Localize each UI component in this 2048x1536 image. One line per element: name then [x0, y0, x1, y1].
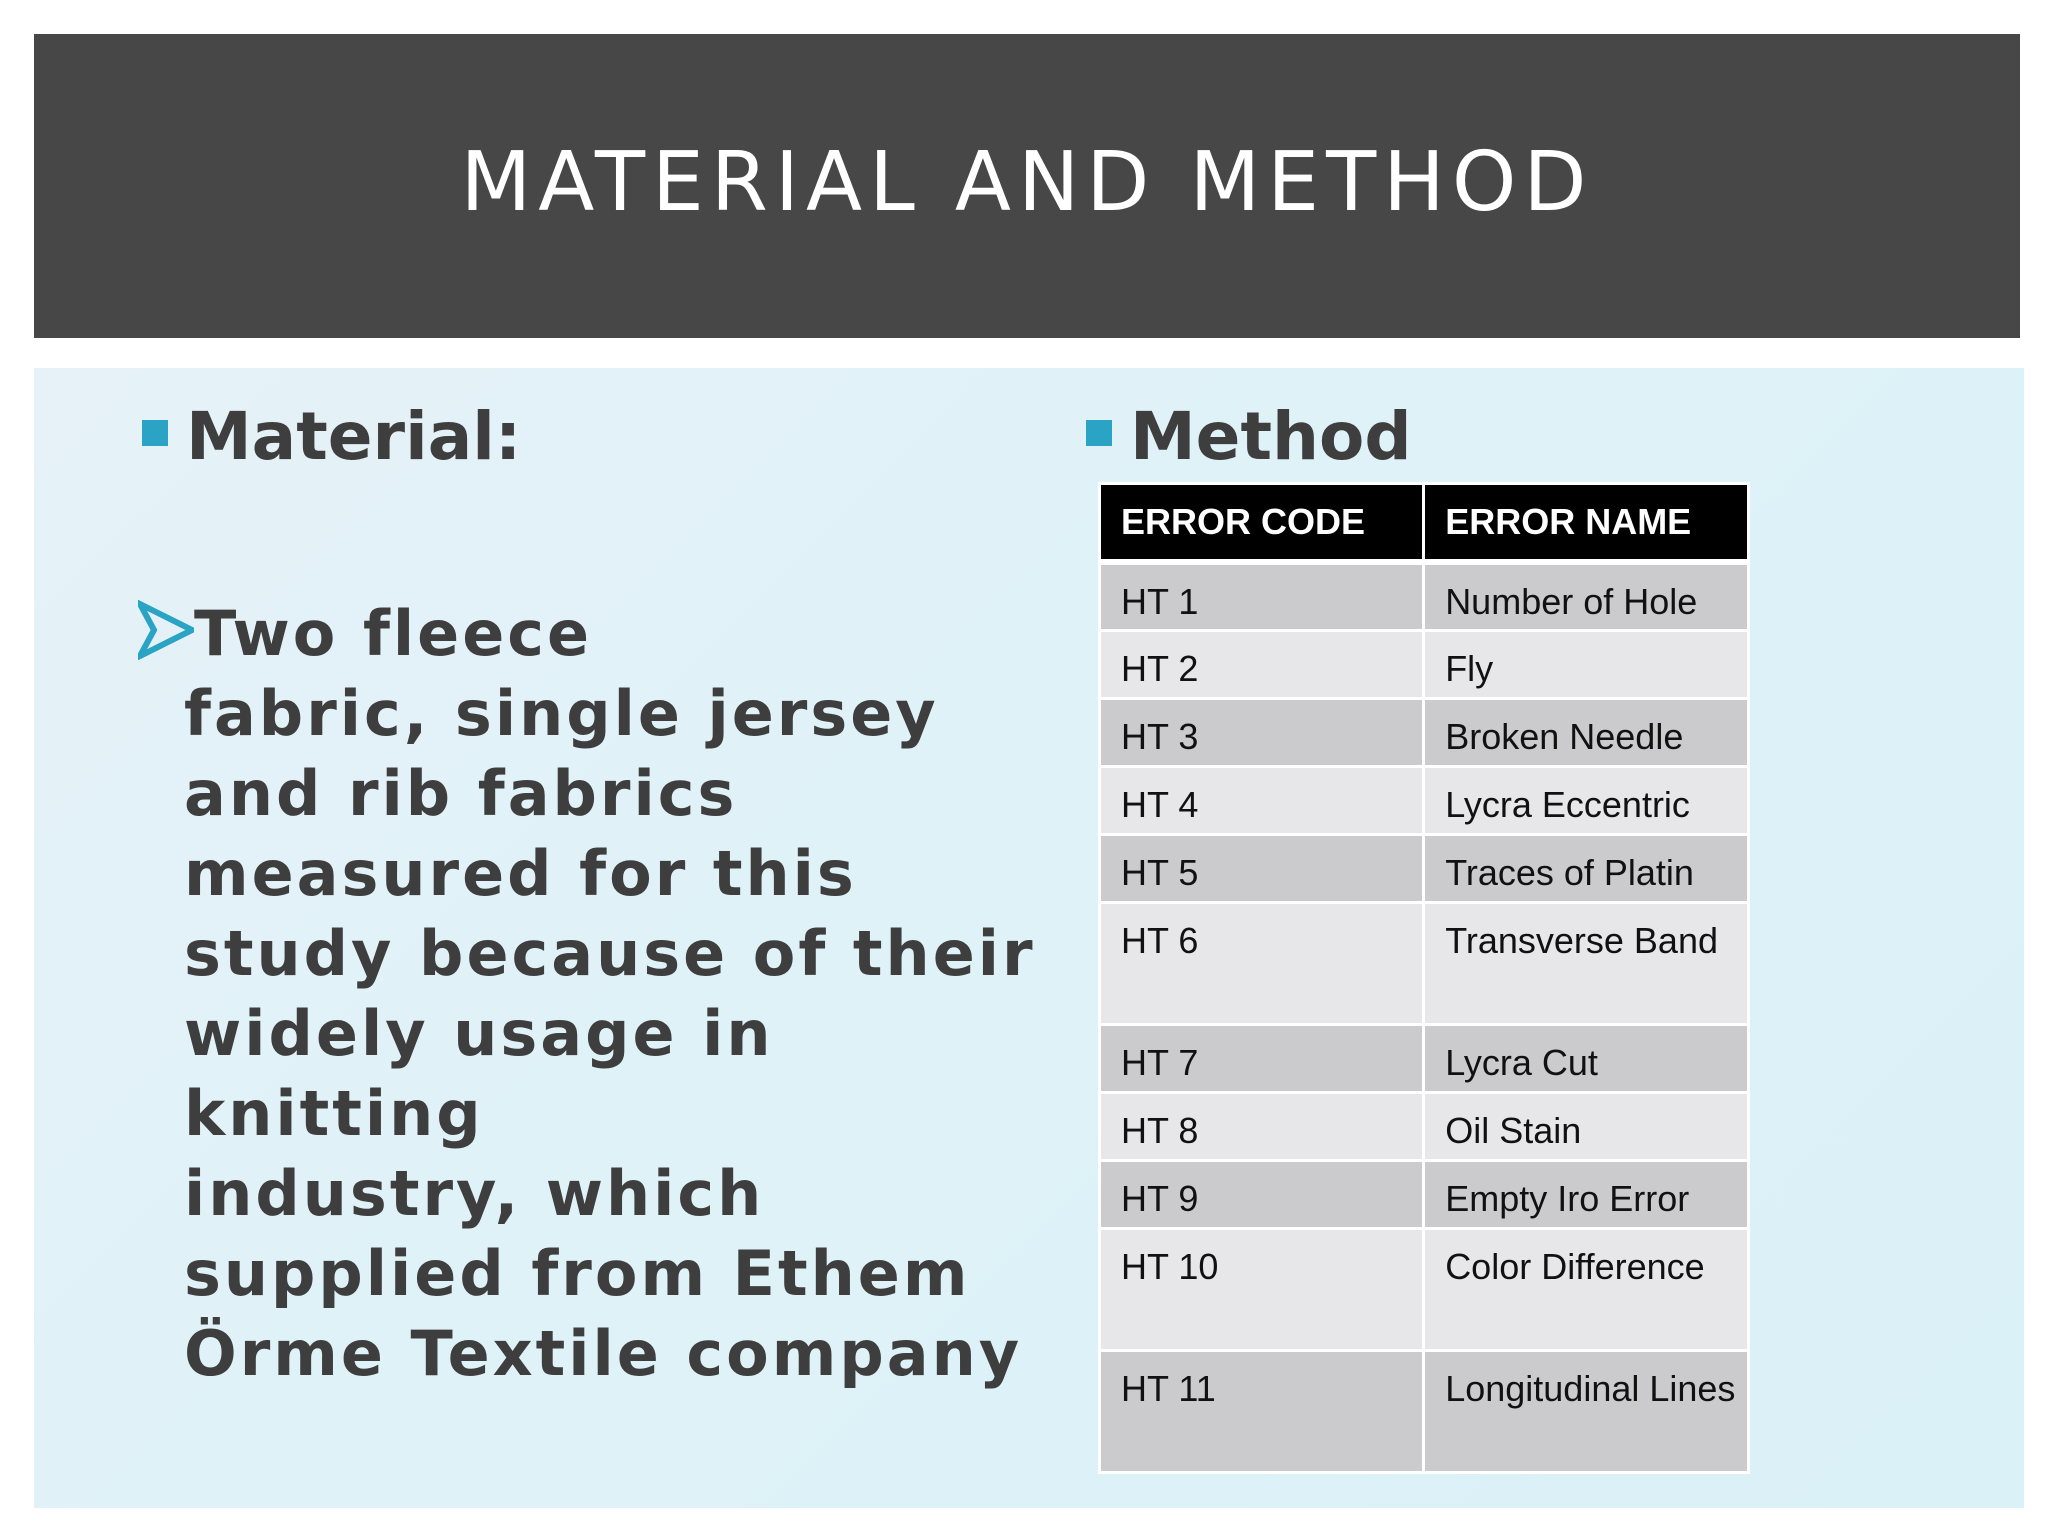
material-heading: Material: [186, 398, 522, 475]
material-text-line: knitting [184, 1077, 484, 1150]
error-code-cell: HT 10 [1100, 1228, 1424, 1350]
table-row [1100, 1228, 1749, 1350]
material-bullet-icon [142, 420, 168, 446]
error-name-cell: Traces of Platin [1424, 834, 1749, 902]
table-row [1100, 902, 1749, 1024]
material-text-line: industry, which [184, 1157, 765, 1230]
table-row [1100, 562, 1749, 630]
error-code-cell: HT 11 [1100, 1350, 1424, 1472]
table-row [1100, 1160, 1749, 1228]
method-heading: Method [1130, 398, 1412, 475]
error-name-cell: Longitudinal Lines [1424, 1350, 1749, 1472]
column-header-error-name: ERROR NAME [1424, 484, 1749, 563]
material-text-line: Two fleece [194, 597, 593, 670]
error-name-cell: Oil Stain [1424, 1092, 1749, 1160]
error-code-cell: HT 6 [1100, 902, 1424, 1024]
error-name-cell: Fly [1424, 630, 1749, 698]
error-name-cell: Number of Hole [1424, 562, 1749, 630]
material-text-line: fabric, single jersey [184, 677, 939, 750]
error-name-cell: Lycra Cut [1424, 1024, 1749, 1092]
table-row [1100, 630, 1749, 698]
error-code-cell: HT 3 [1100, 698, 1424, 766]
table-row [1100, 698, 1749, 766]
table-row [1100, 1092, 1749, 1160]
material-description [184, 594, 1044, 1394]
material-text-line: and rib fabrics [184, 757, 738, 830]
error-name-cell: Empty Iro Error [1424, 1160, 1749, 1228]
material-text-line: widely usage in [184, 997, 774, 1070]
slide-title: MATERIAL AND METHOD [460, 134, 1594, 230]
error-name-cell: Broken Needle [1424, 698, 1749, 766]
error-table [1098, 482, 1750, 1474]
material-text-line: Örme Textile company [184, 1317, 1023, 1390]
error-code-cell: HT 9 [1100, 1160, 1424, 1228]
method-bullet-icon [1086, 420, 1112, 446]
error-code-cell: HT 2 [1100, 630, 1424, 698]
table-row [1100, 834, 1749, 902]
error-name-cell: Transverse Band [1424, 902, 1749, 1024]
error-name-cell: Lycra Eccentric [1424, 766, 1749, 834]
error-name-cell: Color Difference [1424, 1228, 1749, 1350]
column-header-error-code: ERROR CODE [1100, 484, 1424, 563]
error-code-cell: HT 1 [1100, 562, 1424, 630]
material-text-line: study because of their [184, 917, 1036, 990]
material-text-line: measured for this [184, 837, 857, 910]
table-row [1100, 766, 1749, 834]
table-header-row [1100, 484, 1749, 563]
table-row [1100, 1024, 1749, 1092]
title-bar [34, 34, 2020, 338]
error-code-cell: HT 4 [1100, 766, 1424, 834]
error-code-cell: HT 8 [1100, 1092, 1424, 1160]
error-code-cell: HT 5 [1100, 834, 1424, 902]
error-code-cell: HT 7 [1100, 1024, 1424, 1092]
material-text-line: supplied from Ethem [184, 1237, 971, 1310]
table-row [1100, 1350, 1749, 1472]
